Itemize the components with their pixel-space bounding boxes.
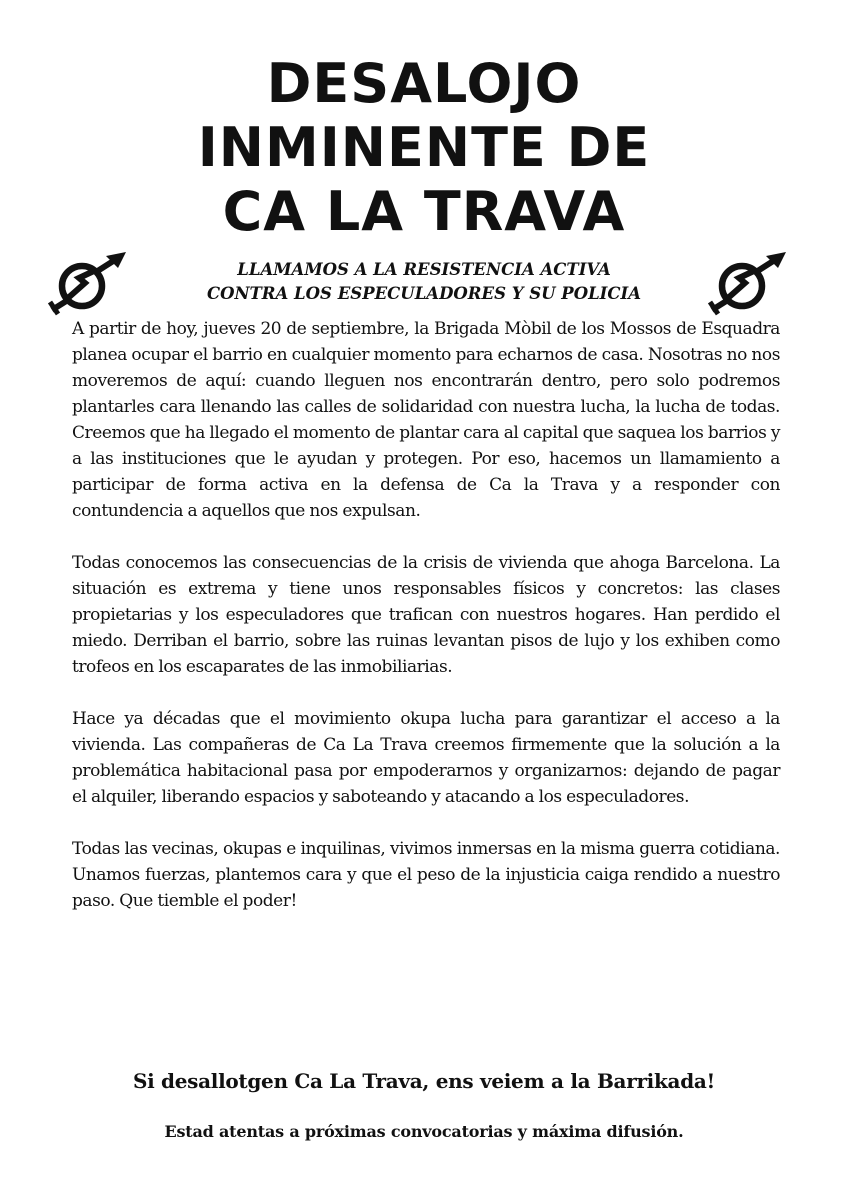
body-paragraph-3: Hace ya décadas que el movimiento okupa lucha para garantizar el acceso a la vivienda. Las compañeras de Ca La Trava creemos firmemente que la solución a la problemática habitacional pasa por empoderarnos y organizarnos: dejando de pagar el alquiler, liberando espacios y saboteando y atacando a los especuladores. (72, 709, 780, 807)
body-paragraph-1: A partir de hoy, jueves 20 de septiembre, la Brigada Mòbil de los Mossos de Esquadra planea ocupar el barrio en cualquier momento para echarnos de casa. Nosotras no nos moveremos de aquí: cuando lleguen nos encontrarán dentro, pero solo podremos plantarles cara llenando las calles de solidaridad con nuestra lucha, la lucha de todas. Creemos que ha llegado el momento de plantar cara al capital que saquea los barrios y a las instituciones que le ayudan y protegen. Por eso, hacemos un llamamiento a participar de forma activa en la defensa de Ca la Trava y a responder con contundencia a aquellos que nos expulsan. (72, 319, 780, 521)
slogan: Si desallotgen Ca La Trava, ens veiem a la Barrikada! (132, 1069, 716, 1093)
footer-note: Estad atentas a próximas convocatorias y máxima difusión. (164, 1122, 684, 1141)
subtitle-line-1: LLAMAMOS A LA RESISTENCIA ACTIVA (237, 260, 611, 279)
body-paragraph-4: Todas las vecinas, okupas e inquilinas, vivimos inmersas en la misma guerra cotidiana. Unamos fuerzas, plantemos cara y que el peso de la injusticia caiga rendido a nuestro paso. Que tiemble el poder! (72, 839, 780, 911)
headline-line-3: CA LA TRAVA (222, 180, 626, 243)
headline (0, 52, 848, 244)
headline-line-2: INMINENTE DE (197, 116, 651, 179)
headline-line-1: DESALOJO (266, 52, 582, 115)
body-paragraph-2: Todas conocemos las consecuencias de la crisis de vivienda que ahoga Barcelona. La situación es extrema y tiene unos responsables físicos y concretos: las clases propietarias y los especuladores que trafican con nuestros hogares. Han perdido el miedo. Derriban el barrio, sobre las ruinas levantan pisos de lujo y los exhiben como trofeos en los escaparates de las inmobiliarias. (72, 553, 780, 677)
subtitle-line-2: CONTRA LOS ESPECULADORES Y SU POLICIA (206, 284, 642, 303)
body-text (72, 316, 780, 940)
call-to-action-subtitle (0, 258, 848, 306)
